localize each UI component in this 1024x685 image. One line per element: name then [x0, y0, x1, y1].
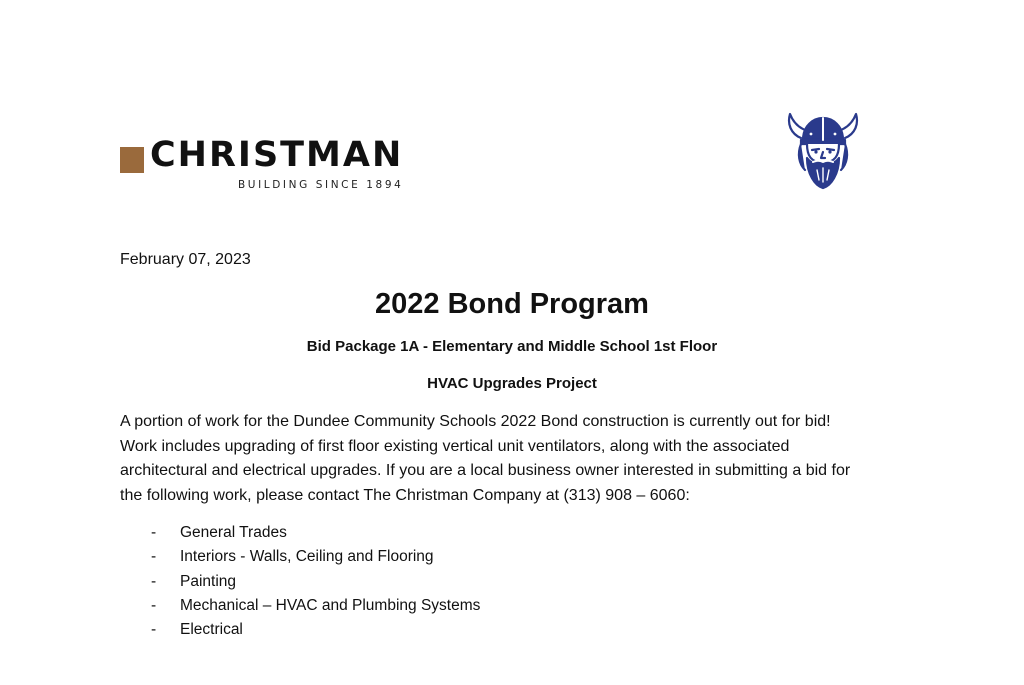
page-title: 2022 Bond Program: [375, 288, 649, 320]
list-item: [120, 545, 480, 569]
bullet-dash: -: [151, 621, 157, 639]
bullet-dash: -: [151, 572, 157, 590]
list-item: [120, 521, 480, 545]
bullet-dash: -: [151, 548, 157, 566]
list-item: [120, 570, 480, 594]
body-line: architectural and electrical upgrades. If you are a local business owner interested in submitting a bid for: [120, 462, 851, 479]
body-paragraph: [120, 410, 920, 508]
body-line: the following work, please contact The Christman Company at (313) 908 – 6060:: [120, 486, 690, 504]
body-line: A portion of work for the Dundee Community Schools 2022 Bond construction is currently out for bid!: [120, 413, 831, 430]
project-name: HVAC Upgrades Project: [427, 375, 597, 392]
letter-date: February 07, 2023: [120, 251, 251, 268]
viking-mascot-icon: [781, 108, 865, 192]
body-line: Work includes upgrading of first floor existing vertical unit ventilators, along with the associated: [120, 437, 790, 455]
list-item: [120, 618, 480, 642]
list-item: [120, 594, 480, 618]
bullet-dash: -: [151, 596, 157, 614]
logo-mark: [120, 147, 144, 173]
trade-label: Electrical: [180, 621, 243, 639]
logo-tagline: BUILDING SINCE 1894: [238, 179, 404, 191]
trade-label: Mechanical – HVAC and Plumbing Systems: [180, 596, 481, 614]
trade-label: General Trades: [180, 524, 287, 541]
bullet-dash: -: [151, 524, 157, 541]
trade-label: Painting: [180, 572, 237, 590]
trade-label: Interiors - Walls, Ceiling and Flooring: [180, 548, 434, 566]
christman-logo: [120, 135, 420, 194]
logo-wordmark: CHRISTMAN: [150, 135, 404, 175]
bid-package-subtitle: Bid Package 1A - Elementary and Middle School 1st Floor: [306, 338, 718, 355]
trades-list: [120, 521, 480, 642]
